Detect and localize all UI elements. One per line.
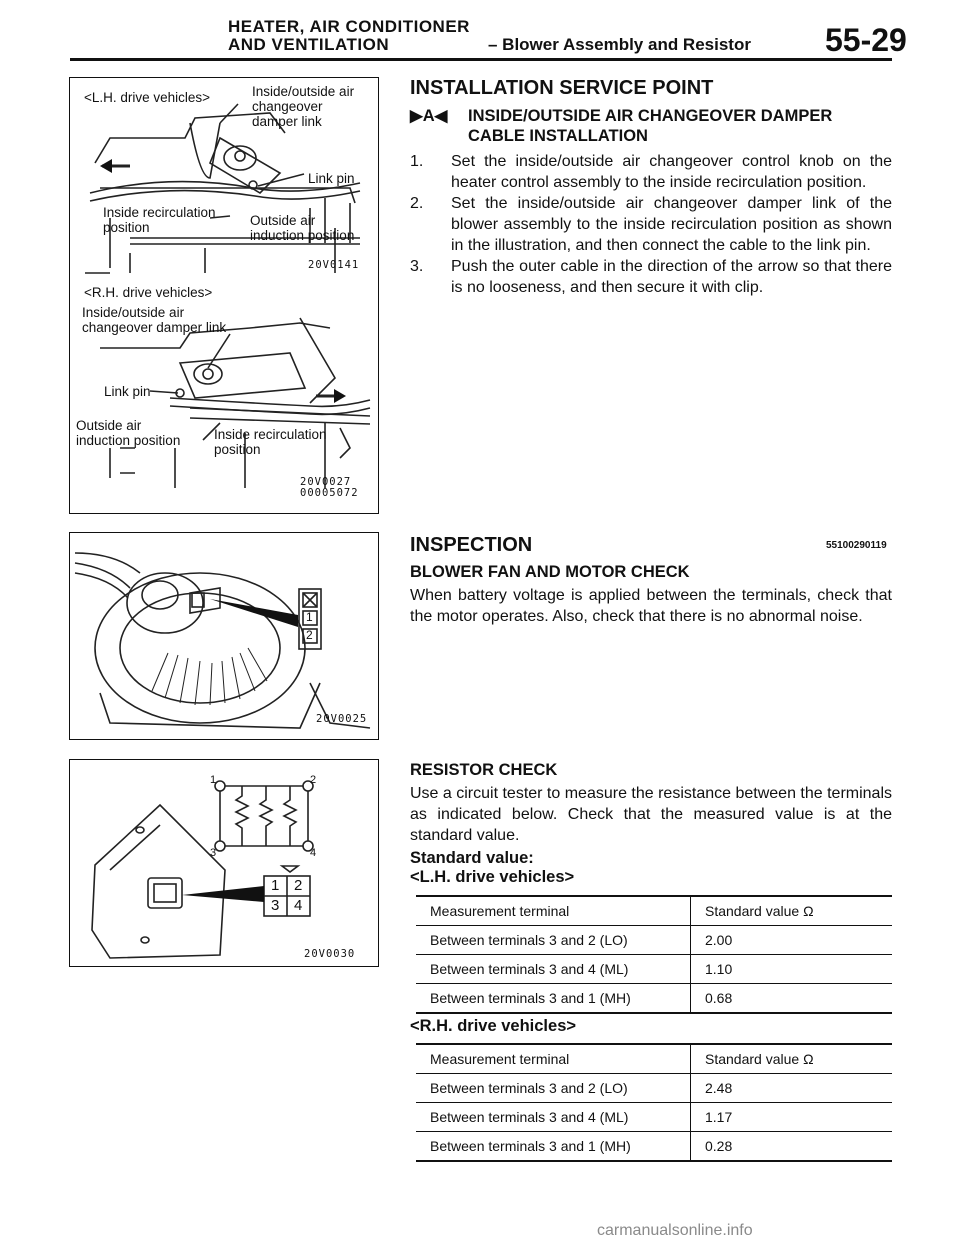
- terminal-4-label: 4: [310, 847, 317, 859]
- header-rule: [70, 58, 892, 61]
- step-title-line2: CABLE INSTALLATION: [468, 127, 648, 145]
- list-item: 2. Set the inside/outside air changeover damper link of the blower assembly to the inside recirculation position as shown in the illustration, and then connect the cable to the link pin.: [410, 195, 892, 254]
- installation-service-point-heading: INSTALLATION SERVICE POINT: [410, 77, 714, 99]
- rh-outside-air-label: Outside air induction position: [76, 418, 181, 448]
- connector-cell-1: 1: [271, 877, 280, 894]
- step-marker-letter: A: [422, 107, 435, 125]
- rh-link-pin-label: Link pin: [104, 384, 151, 399]
- resistor-drawing: [70, 760, 378, 966]
- lh-damper-link-label: Inside/outside air changeover damper link: [252, 84, 355, 129]
- table-row: Between terminals 3 and 2 (LO) 2.00: [416, 926, 892, 955]
- list-item: 1. Set the inside/outside air changeover control knob on the heater control assembly to the inside recirculation position.: [410, 153, 892, 191]
- blower-check-text: When battery voltage is applied between the terminals, check that the motor operates. Also, check that there is no abnormal noise.: [410, 587, 892, 625]
- step-title-line1: INSIDE/OUTSIDE AIR CHANGEOVER DAMPER: [468, 107, 833, 125]
- step-marker: [410, 106, 447, 126]
- connector-cell-4: 4: [294, 897, 303, 914]
- page-number: 55-29: [825, 22, 907, 58]
- resistor-check-heading: RESISTOR CHECK: [410, 761, 558, 779]
- connector-pin-1: 1: [306, 610, 313, 624]
- table-row: Between terminals 3 and 1 (MH) 0.68: [416, 984, 892, 1014]
- list-item: 3. Push the outer cable in the direction of the arrow so that there is no looseness, and then secure it with clip.: [410, 258, 892, 296]
- table-header-row: Measurement terminal Standard value Ω: [416, 1044, 892, 1074]
- standard-value-label: Standard value:: [410, 849, 534, 867]
- resistor-figure-code: 20V0030: [304, 948, 356, 960]
- right-triangle-icon: ▶: [410, 107, 423, 125]
- rh-drive-label: <R.H. drive vehicles>: [84, 285, 213, 300]
- connector-cell-2: 2: [294, 877, 303, 894]
- blower-figure-code: 20V0025: [316, 713, 368, 725]
- chapter-title-line1: HEATER, AIR CONDITIONER: [228, 17, 470, 36]
- terminal-2-label: 2: [310, 774, 317, 786]
- connector-pin-2: 2: [306, 628, 313, 642]
- lh-drive-label: <L.H. drive vehicles>: [84, 90, 211, 105]
- chapter-title-line2: AND VENTILATION: [228, 35, 390, 54]
- table-row: Between terminals 3 and 1 (MH) 0.28: [416, 1132, 892, 1162]
- damper-link-figure: [69, 77, 379, 514]
- table-row: Between terminals 3 and 4 (ML) 1.10: [416, 955, 892, 984]
- lh-standard-value-table: [416, 895, 892, 1014]
- connector-cell-3: 3: [271, 897, 280, 914]
- lh-figure-code: 20V0141: [308, 259, 360, 271]
- blower-fan-drawing: [70, 533, 378, 739]
- left-triangle-icon: ◀: [434, 107, 448, 125]
- terminal-3-label: 3: [210, 847, 217, 859]
- blower-fan-figure: [69, 532, 379, 740]
- table-row: Between terminals 3 and 2 (LO) 2.48: [416, 1074, 892, 1103]
- resistor-figure: [69, 759, 379, 967]
- table-header-row: Measurement terminal Standard value Ω: [416, 896, 892, 926]
- inspection-code: 55100290119: [826, 540, 887, 551]
- lh-drive-table-label: <L.H. drive vehicles>: [410, 868, 575, 886]
- terminal-1-label: 1: [210, 774, 217, 786]
- rh-figure-code-2: 00005072: [300, 487, 359, 499]
- resistor-check-text: Use a circuit tester to measure the resistance between the terminals as indicated below. Check that the measured value is at the standard value.: [410, 785, 892, 844]
- rh-drive-table-label: <R.H. drive vehicles>: [410, 1017, 577, 1035]
- lh-outside-air-label: Outside air induction position: [250, 213, 355, 243]
- inspection-heading: INSPECTION: [410, 534, 533, 556]
- rh-standard-value-table: [416, 1043, 892, 1162]
- section-title: – Blower Assembly and Resistor: [488, 35, 751, 54]
- blower-check-heading: BLOWER FAN AND MOTOR CHECK: [410, 563, 690, 581]
- lh-inside-recirculation-label: Inside recirculation position: [103, 205, 216, 235]
- rh-damper-link-label: Inside/outside air changeover damper link: [82, 305, 227, 335]
- watermark: carmanualsonline.info: [597, 1222, 753, 1239]
- rh-inside-recirculation-label: Inside recirculation position: [214, 427, 327, 457]
- table-row: Between terminals 3 and 4 (ML) 1.17: [416, 1103, 892, 1132]
- lh-link-pin-label: Link pin: [308, 171, 355, 186]
- installation-steps: [410, 151, 892, 298]
- rh-figure-code-1: 20V0027: [300, 476, 352, 488]
